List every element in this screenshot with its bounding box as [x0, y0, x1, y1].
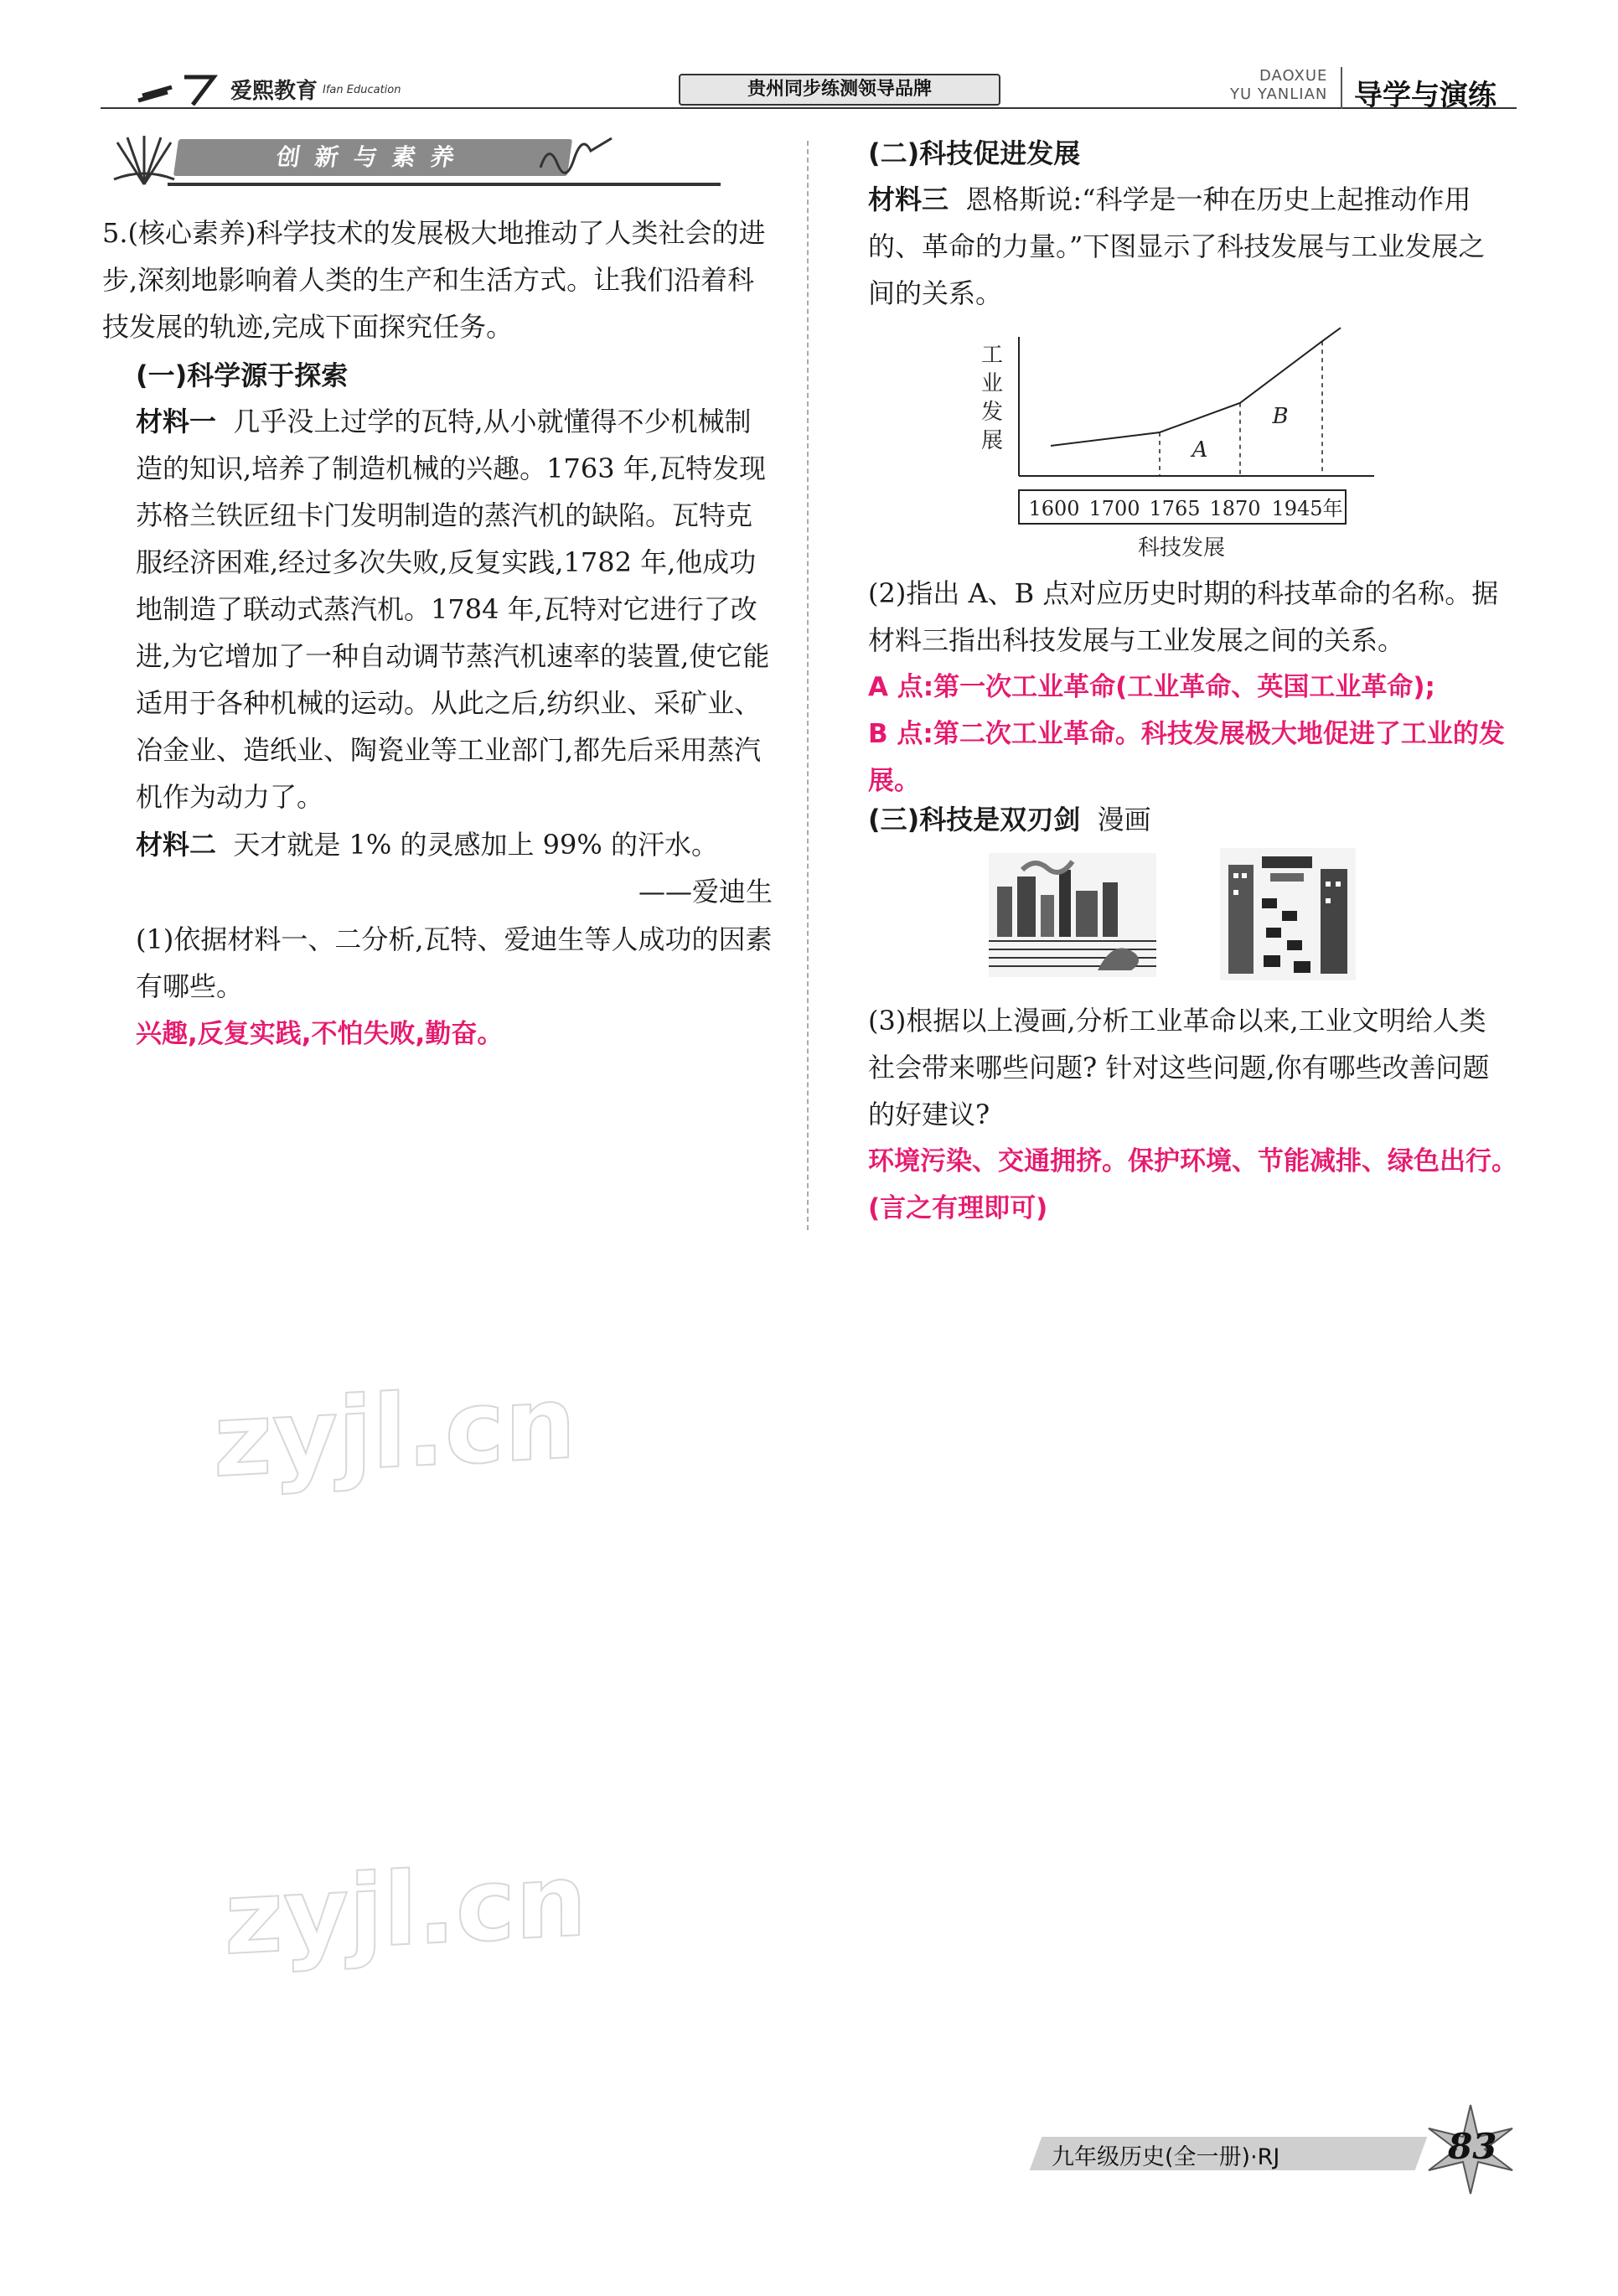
material2-label: 材料二 — [136, 829, 217, 861]
answer-2-line-2: B 点:第二次工业革命。科技发展极大地促进了工业的发展。 — [868, 719, 1505, 796]
part3-note: 漫画 — [1097, 804, 1151, 835]
brand-name-en: Ifan Education — [323, 84, 401, 96]
answer-3: 环境污染、交通拥挤。保护环境、节能减排、绿色出行。(言之有理即可) — [868, 1146, 1517, 1223]
x-tick-label: 1600 — [1028, 497, 1080, 520]
material2 — [136, 821, 778, 868]
chart-dashes — [1160, 341, 1322, 476]
material1-label: 材料一 — [136, 406, 217, 437]
material2-text: 天才就是 1% 的灵感加上 99% 的汗水。 — [233, 829, 718, 861]
x-tick-labels — [1028, 497, 1342, 520]
question-lead: 5.(核心素养)科学技术的发展极大地推动了人类社会的进步,深刻地影响着人类的生产和生活方式。让我们沿着科技发展的轨迹,完成下面探究任务。 — [102, 217, 766, 343]
x-tick-label: 1945年 — [1271, 497, 1343, 520]
pollution-cartoon-image — [989, 853, 1156, 977]
chart-ylabel-char: 工 — [980, 343, 1004, 368]
part3-title: (三)科技是双刃剑 — [868, 804, 1081, 835]
section-rule — [168, 183, 721, 186]
section-title: 创新与素养 — [173, 139, 572, 176]
material3-text: 恩格斯说:“科学是一种在历史上起推动作用的、革命的力量。”下图显示了科技发展与工业发展之间的关系。 — [868, 184, 1486, 309]
part1-heading: (一)科学源于探索 — [136, 359, 349, 391]
brand-logo-icon — [134, 67, 226, 109]
series-line — [1051, 328, 1341, 446]
chart-region-label: A — [1192, 437, 1208, 463]
chart-region-labels — [1191, 404, 1289, 463]
chart-xlabel: 科技发展 — [1137, 535, 1226, 561]
chart-ylabel-char: 展 — [980, 428, 1004, 453]
tech-industry-chart — [964, 318, 1391, 570]
material1-text: 几乎没上过学的瓦特,从小就懂得不少机械制造的知识,培养了制造机械的兴趣。1763 年,瓦特发现苏格兰铁匠纽卡门发明制造的蒸汽机的缺陷。瓦特克服经济困难,经过多次失败,反复实践,1782 年,他成功地制造了联动式蒸汽机。1784 年,瓦特对它进行了改进,为它增加了一种自动调节蒸汽机速率的装置,使它能适用于各种机械的运动。从此之后,纺织业、采矿业、冶金业、造纸业、陶瓷业等工业部门,都先后采用蒸汽机作为动力了。 — [136, 406, 770, 813]
chart-ylabel-char: 业 — [980, 371, 1004, 396]
material1 — [136, 398, 778, 820]
watermark-2: zyjl.cn — [225, 1842, 587, 1978]
x-tick-label: 1765 — [1149, 497, 1201, 520]
x-tick-label: 1870 — [1209, 497, 1261, 520]
header-separator — [1341, 67, 1342, 109]
traffic-cartoon-image — [1220, 848, 1356, 980]
part3-heading — [868, 796, 1151, 843]
watermark-1: zyjl.cn — [214, 1364, 576, 1501]
chart-region-label: B — [1272, 404, 1289, 429]
pinyin-line-1: DAOXUE — [1259, 67, 1328, 85]
footer-book-title: 九年级历史(全一册)·RJ — [1052, 2144, 1280, 2170]
answer-1: 兴趣,反复实践,不怕失败,勤奋。 — [136, 1019, 504, 1049]
pinyin-line-2: YU YANLIAN — [1230, 85, 1328, 103]
question-2: (2)指出 A、B 点对应历史时期的科技革命的名称。据材料三指出科技发展与工业发展之间的关系。 — [868, 577, 1499, 656]
header-banner: 贵州同步练测领导品牌 — [679, 74, 1000, 106]
material3-label: 材料三 — [868, 184, 949, 215]
series-title: 导学与演练 — [1354, 79, 1497, 112]
answer-2-line-1: A 点:第一次工业革命(工业革命、英国工业革命); — [868, 672, 1435, 702]
page-number: 83 — [1448, 2126, 1497, 2167]
chart-ylabel-char: 发 — [980, 400, 1004, 425]
brand-name: 爱熙教育 — [230, 79, 318, 104]
pen-scribble-icon — [536, 134, 620, 176]
book-fan-icon — [111, 134, 178, 188]
question-3: (3)根据以上漫画,分析工业革命以来,工业文明给人类社会带来哪些问题? 针对这些问题,你有哪些改善问题的好建议? — [868, 1005, 1490, 1130]
chart-ylabel — [981, 343, 1003, 453]
part2-heading: (二)科技促进发展 — [868, 137, 1081, 169]
material3 — [868, 176, 1512, 317]
x-tick-label: 1700 — [1088, 497, 1140, 520]
question-1: (1)依据材料一、二分析,瓦特、爱迪生等人成功的因素有哪些。 — [136, 923, 773, 1002]
header-pinyin — [1230, 67, 1327, 104]
material2-source: ——爱迪生 — [638, 876, 773, 908]
column-divider — [807, 141, 809, 1230]
header-rule — [101, 107, 1517, 109]
